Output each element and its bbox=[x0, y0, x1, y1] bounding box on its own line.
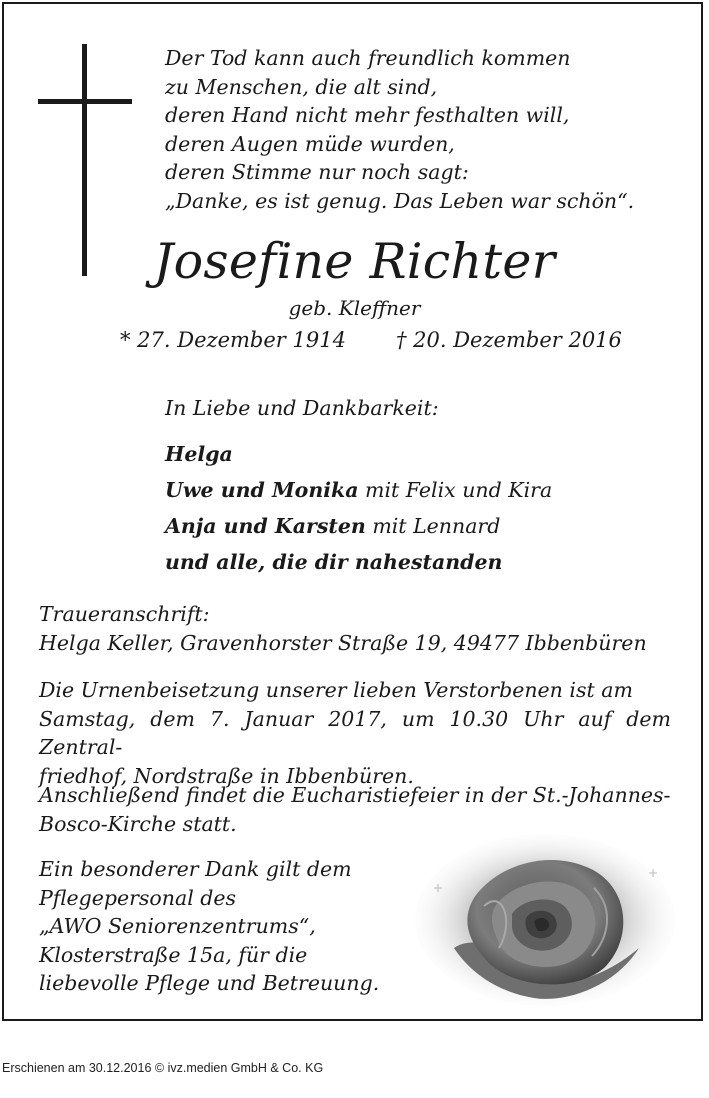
mourner-row: Anja und Karsten mit Lennard bbox=[165, 514, 501, 538]
publication-footer: Erschienen am 30.12.2016 © ivz.medien GmbH & Co. KG bbox=[2, 1061, 324, 1075]
mourner-row: Helga bbox=[165, 442, 233, 466]
thanks-note bbox=[39, 855, 419, 998]
burial-line: Samstag, dem 7. Januar 2017, um 10.30 Uhr auf dem Zentral- bbox=[39, 706, 671, 759]
address-text: Helga Keller, Gravenhorster Straße 19, 49477 Ibbenbüren bbox=[39, 630, 647, 655]
burial-info bbox=[39, 676, 671, 790]
thanks-line: Klosterstraße 15a, für die bbox=[39, 942, 308, 967]
poem-line: „Danke, es ist genug. Das Leben war schön“. bbox=[165, 188, 635, 213]
mass-line: Anschließend findet die Eucharistiefeier in der St.-Johannes- bbox=[39, 783, 671, 807]
death-date: † 20. Dezember 2016 bbox=[395, 328, 622, 352]
mourners-intro: In Liebe und Dankbarkeit: bbox=[165, 396, 439, 420]
thanks-line: liebevolle Pflege und Betreuung. bbox=[39, 971, 380, 995]
thanks-line: Pflegepersonal des bbox=[39, 885, 237, 910]
deceased-name: Josefine Richter bbox=[153, 233, 556, 290]
rose-image bbox=[414, 828, 676, 1006]
burial-line: friedhof, Nordstraße in Ibbenbüren. bbox=[39, 763, 414, 788]
maiden-name: geb. Kleffner bbox=[288, 296, 421, 320]
mass-line: Bosco-Kirche statt. bbox=[39, 811, 237, 836]
poem bbox=[165, 44, 634, 216]
thanks-line: „AWO Seniorenzentrums“, bbox=[39, 914, 316, 938]
birth-date: * 27. Dezember 1914 bbox=[120, 328, 346, 352]
poem-line: deren Augen müde wurden, bbox=[165, 131, 455, 156]
poem-line: zu Menschen, die alt sind, bbox=[165, 74, 438, 99]
mourner-row: Uwe und Monika mit Felix und Kira bbox=[165, 478, 553, 502]
poem-line: deren Stimme nur noch sagt: bbox=[165, 160, 469, 185]
life-dates bbox=[120, 328, 622, 352]
mourner-row: und alle, die dir nahestanden bbox=[165, 550, 503, 574]
poem-line: deren Hand nicht mehr festhalten will, bbox=[165, 103, 570, 128]
funeral-address bbox=[39, 600, 671, 657]
address-label: Traueranschrift: bbox=[39, 602, 210, 626]
mourners-list bbox=[165, 436, 552, 580]
thanks-line: Ein besonderer Dank gilt dem bbox=[39, 857, 352, 881]
burial-line: Die Urnenbeisetzung unserer lieben Verstorbenen ist am bbox=[39, 678, 633, 702]
poem-line: Der Tod kann auch freundlich kommen bbox=[165, 46, 571, 70]
